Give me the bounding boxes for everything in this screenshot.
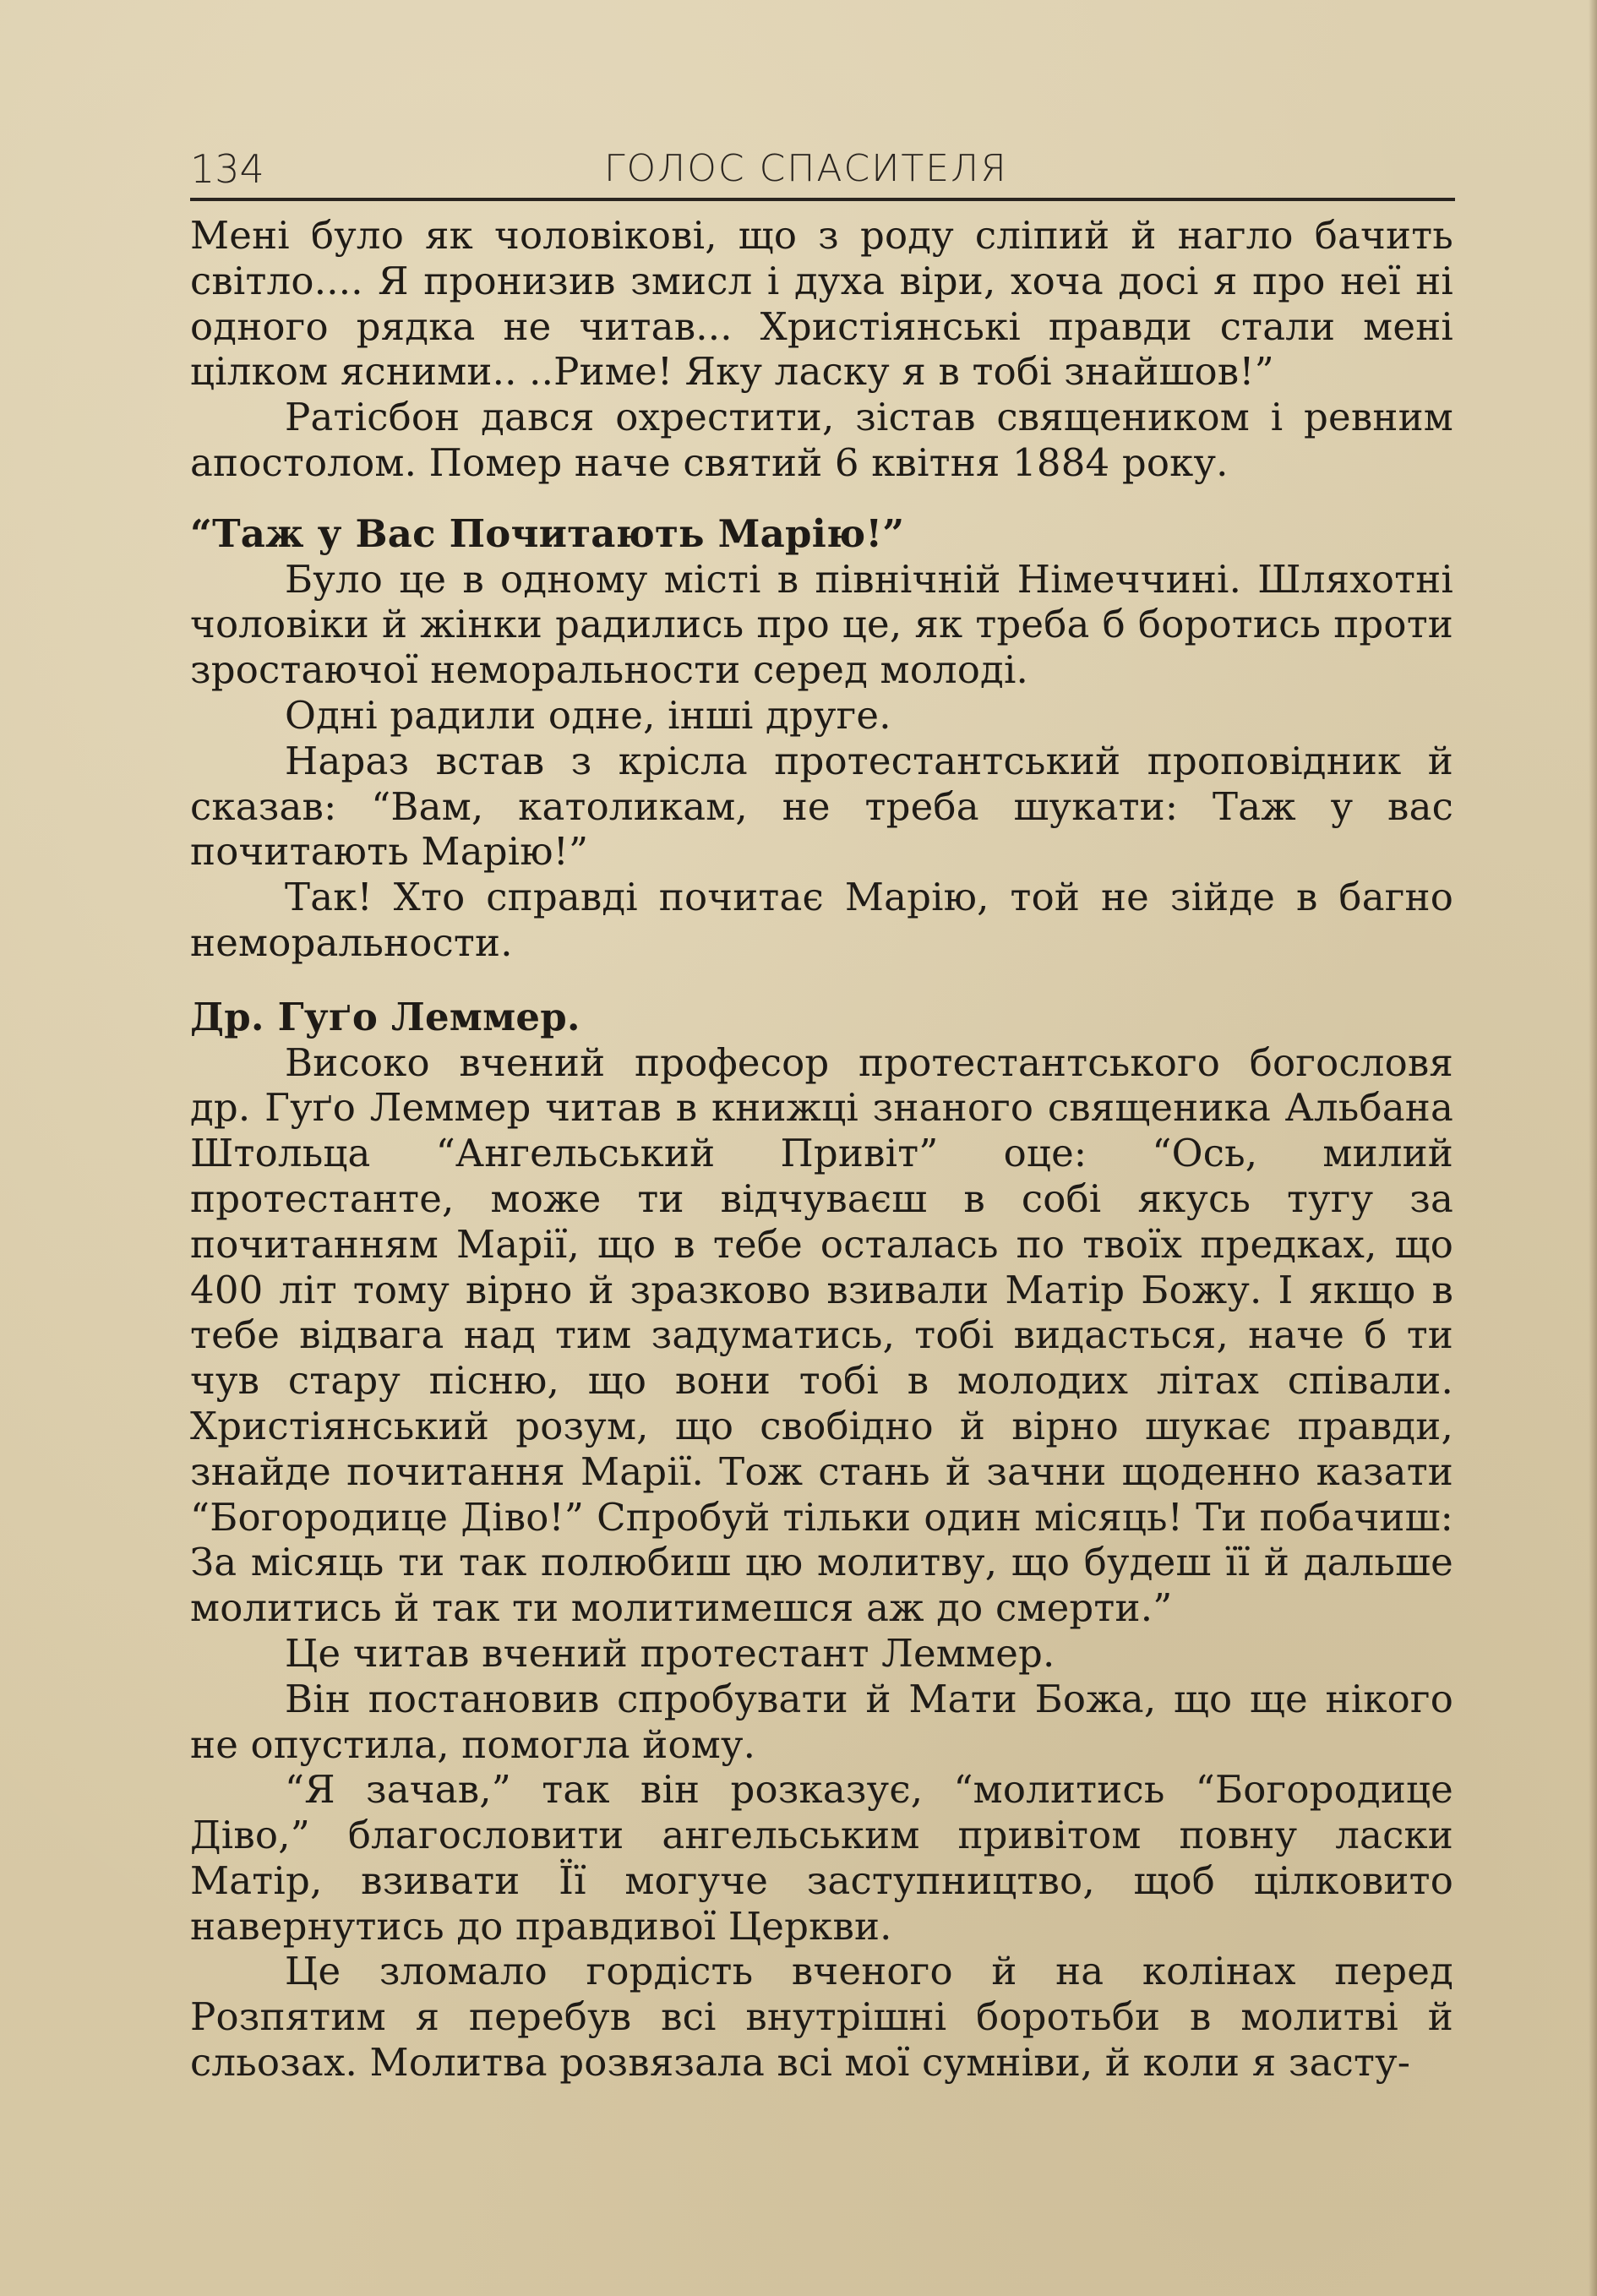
paragraph: Високо вчений професор протестантського богословя др. Гуґо Леммер читав в книжці знаного священика Альбана Штольца “Ангельський Привіт” оце: “Ось, милий протестанте, може ти відчуваєш в собі якусь тугу за почитанням Марії, що в тебе осталась по твоїх предках, що 400 літ тому вірно й зразково взивали Матір Божу. І якщо в тебе відвага над тим задуматись, тобі видасться, наче б ти чув стару пісню, що вони тобі в молодих літах співали. Христіянський розум, що свобідно й вірно шукає правди, знайде почитання Марії. Тож стань й зачни щоденно казати “Богородице Діво!” Спробуй тільки один місяць! Ти побачиш: За місяць ти так полюбиш цю молитву, що будеш її й дальше молитись й так ти молитимешся аж до смерти.” <box>190 1039 1453 1631</box>
page-number: 134 <box>190 146 264 192</box>
running-title: ГОЛОС СПАСИТЕЛЯ <box>604 147 1008 190</box>
paragraph: Так! Хто справді почитає Марію, той не зійде в багно неморальности. <box>190 875 1453 965</box>
paragraph: Нараз встав з крісла протестантський проповідник й сказав: “Вам, католикам, не треба шукати: Таж у вас почитають Марію!” <box>190 738 1453 875</box>
paragraph: Було це в одному місті в північній Німеччині. Шляхотні чоловіки й жінки радились про це, як треба б боротись проти зростаючої неморальности серед молоді. <box>190 556 1453 693</box>
header-rule <box>190 198 1455 201</box>
page-header <box>190 142 1458 196</box>
page-edge-shadow <box>1589 0 1597 2296</box>
section-gap <box>190 486 1453 511</box>
section-heading: Др. Гуґо Леммер. <box>190 994 580 1039</box>
paragraph: Мені було як чоловікові, що з роду сліпий й нагло бачить світло.... Я пронизив змисл і духа віри, хоча досі я про неї ні одного рядка не читав... Христіянські правди стали мені цілком ясними.. ..Риме! Яку ласку я в тобі знайшов!” <box>190 213 1453 395</box>
paragraph: Це зломало гордість вченого й на колінах перед Розпятим я перебув всі внутрішні боротьби в молитві й сльозах. Молитва розвязала всі мої сумніви, й коли я засту- <box>190 1949 1453 2086</box>
paragraph: Ратісбон дався охрестити, зістав священиком і ревним апостолом. Помер наче святий 6 квітня 1884 року. <box>190 395 1453 485</box>
paragraph: Це читав вчений протестант Леммер. <box>285 1630 1055 1676</box>
paragraph: Одні радили одне, інші друге. <box>285 692 891 738</box>
paragraph: Він постановив спробувати й Мати Божа, що ще нікого не опустила, помогла йому. <box>190 1676 1453 1767</box>
section-heading: “Таж у Вас Почитають Марію!” <box>190 510 905 556</box>
paragraph: “Я зачав,” так він розказує, “молитись “Богородице Діво,” благословити ангельським привітом повну ласки Матір, взивати Її могуче заступництво, щоб цілковито навернутись до правдивої Церкви. <box>190 1767 1453 1949</box>
body-text <box>190 213 1453 2086</box>
section-gap <box>190 966 1453 995</box>
